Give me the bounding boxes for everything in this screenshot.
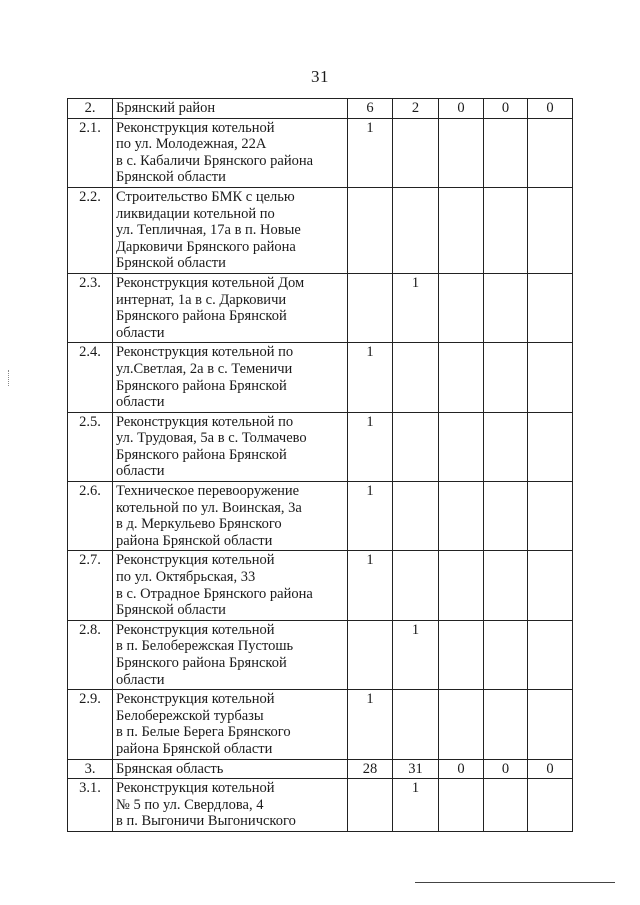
value-cell: 0 <box>439 759 484 779</box>
row-number: 3.1. <box>68 779 113 832</box>
value-cell <box>484 118 528 187</box>
row-title-line: ул.Светлая, 2а в с. Теменичи <box>116 360 293 377</box>
row-title-line: в с. Отрадное Брянского района <box>116 585 313 602</box>
value-cell <box>528 779 573 832</box>
row-title-line: котельной по ул. Воинская, 3а <box>116 499 302 516</box>
row-title-line: Брянская область <box>116 760 224 777</box>
table-row-total <box>68 99 573 119</box>
value-cell <box>439 412 484 481</box>
value-cell: 1 <box>348 482 393 551</box>
row-number: 2.2. <box>68 187 113 273</box>
value-cell <box>528 690 573 759</box>
table-row <box>68 187 573 273</box>
row-title-line: Брянского района Брянской <box>116 308 287 325</box>
row-title-line: Брянского района Брянской <box>116 655 287 671</box>
table-row <box>68 118 573 187</box>
row-title-line: в п. Выгоничи Выгоничского <box>116 813 296 830</box>
row-title-line: Брянской области <box>116 169 226 186</box>
row-title <box>113 759 348 779</box>
value-cell: 1 <box>393 620 439 689</box>
row-title-line: области <box>116 394 165 411</box>
value-cell <box>528 187 573 273</box>
value-cell: 0 <box>528 759 573 779</box>
value-cell: 6 <box>348 99 393 119</box>
row-title-line: интернат, 1а в с. Дарковичи <box>116 291 287 308</box>
value-cell <box>439 343 484 412</box>
row-number: 2.4. <box>68 343 113 412</box>
value-cell <box>528 551 573 620</box>
table-row <box>68 620 573 689</box>
row-title <box>113 482 348 551</box>
row-title <box>113 620 348 689</box>
table-row <box>68 482 573 551</box>
value-cell <box>439 482 484 551</box>
value-cell <box>484 273 528 342</box>
value-cell <box>439 620 484 689</box>
value-cell <box>439 551 484 620</box>
row-title <box>113 343 348 412</box>
value-cell: 1 <box>348 343 393 412</box>
row-number: 2.6. <box>68 482 113 551</box>
value-cell <box>393 551 439 620</box>
value-cell <box>439 187 484 273</box>
value-cell <box>484 690 528 759</box>
value-cell <box>484 779 528 832</box>
row-number: 2.7. <box>68 551 113 620</box>
row-number: 2.9. <box>68 690 113 759</box>
value-cell <box>439 690 484 759</box>
row-title-line: Реконструкция котельной <box>116 691 275 708</box>
row-title-line: Реконструкция котельной по <box>116 344 294 361</box>
row-number: 2. <box>68 99 113 119</box>
value-cell: 28 <box>348 759 393 779</box>
row-title <box>113 412 348 481</box>
value-cell <box>528 343 573 412</box>
row-title-line: Брянский район <box>116 100 216 116</box>
table-row <box>68 690 573 759</box>
value-cell <box>348 273 393 342</box>
row-number: 2.1. <box>68 118 113 187</box>
row-title-line: Реконструкция котельной по <box>116 413 294 430</box>
margin-mark <box>8 370 12 386</box>
table-row <box>68 343 573 412</box>
value-cell <box>393 690 439 759</box>
value-cell <box>528 273 573 342</box>
row-title-line: Строительство БМК с целью <box>116 188 295 205</box>
value-cell: 0 <box>439 99 484 119</box>
value-cell: 1 <box>393 779 439 832</box>
row-number: 2.8. <box>68 620 113 689</box>
row-title-line: Реконструкция котельной <box>116 552 275 569</box>
row-title <box>113 551 348 620</box>
value-cell <box>393 187 439 273</box>
row-number: 2.3. <box>68 273 113 342</box>
row-title-line: района Брянской области <box>116 740 273 757</box>
value-cell: 0 <box>484 99 528 119</box>
row-title-line: Белобережской турбазы <box>116 707 264 724</box>
value-cell: 0 <box>484 759 528 779</box>
row-title-line: ликвидации котельной по <box>116 205 275 222</box>
value-cell <box>393 118 439 187</box>
data-table <box>67 98 573 832</box>
footer-rule <box>415 882 615 883</box>
row-title-line: ул. Трудовая, 5а в с. Толмачево <box>116 430 307 447</box>
value-cell <box>484 482 528 551</box>
value-cell <box>348 187 393 273</box>
row-title-line: области <box>116 671 165 688</box>
value-cell: 1 <box>348 551 393 620</box>
value-cell <box>484 551 528 620</box>
value-cell <box>348 779 393 832</box>
value-cell <box>528 118 573 187</box>
row-title-line: Реконструкция котельной Дом <box>116 274 305 291</box>
row-title-line: области <box>116 324 165 341</box>
row-title-line: Брянского района Брянской <box>116 377 287 394</box>
table-row <box>68 779 573 832</box>
value-cell: 31 <box>393 759 439 779</box>
row-title-line: Брянской области <box>116 602 226 619</box>
row-title-line: Техническое перевооружение <box>116 483 300 500</box>
table-row-total <box>68 759 573 779</box>
value-cell: 1 <box>348 118 393 187</box>
table-row <box>68 273 573 342</box>
row-title-line: по ул. Молодежная, 22А <box>116 136 267 153</box>
value-cell <box>439 118 484 187</box>
value-cell: 1 <box>393 273 439 342</box>
row-title <box>113 690 348 759</box>
value-cell <box>528 620 573 689</box>
value-cell <box>484 343 528 412</box>
value-cell: 1 <box>348 412 393 481</box>
row-title-line: области <box>116 463 165 480</box>
row-title-line: ул. Тепличная, 17а в п. Новые <box>116 222 301 239</box>
row-title <box>113 779 348 832</box>
row-title-line: Брянского района Брянской <box>116 446 287 463</box>
value-cell: 2 <box>393 99 439 119</box>
value-cell <box>348 620 393 689</box>
value-cell: 0 <box>528 99 573 119</box>
row-number: 3. <box>68 759 113 779</box>
value-cell <box>393 482 439 551</box>
value-cell <box>393 343 439 412</box>
value-cell <box>528 412 573 481</box>
row-title <box>113 118 348 187</box>
table-row <box>68 551 573 620</box>
row-title-line: в п. Белые Берега Брянского <box>116 724 291 741</box>
row-title-line: в д. Меркульево Брянского <box>116 516 282 533</box>
row-title-line: № 5 по ул. Свердлова, 4 <box>116 796 264 813</box>
row-title-line: Реконструкция котельной <box>116 621 275 638</box>
row-title-line: Дарковичи Брянского района <box>116 238 296 255</box>
table-row <box>68 412 573 481</box>
value-cell <box>484 412 528 481</box>
row-title-line: Брянской области <box>116 255 226 272</box>
row-title-line: Реконструкция котельной <box>116 119 275 136</box>
value-cell <box>484 620 528 689</box>
row-title <box>113 99 348 119</box>
page-number: 31 <box>311 67 329 86</box>
value-cell: 1 <box>348 690 393 759</box>
value-cell <box>439 273 484 342</box>
table-body <box>68 99 573 832</box>
row-title <box>113 273 348 342</box>
value-cell <box>528 482 573 551</box>
row-title-line: в с. Кабаличи Брянского района <box>116 152 314 169</box>
row-title-line: в п. Белобережская Пустошь <box>116 638 294 655</box>
row-title <box>113 187 348 273</box>
row-number: 2.5. <box>68 412 113 481</box>
value-cell <box>439 779 484 832</box>
row-title-line: по ул. Октябрьская, 33 <box>116 569 256 586</box>
value-cell <box>393 412 439 481</box>
row-title-line: Реконструкция котельной <box>116 780 275 797</box>
value-cell <box>484 187 528 273</box>
row-title-line: района Брянской области <box>116 532 273 549</box>
